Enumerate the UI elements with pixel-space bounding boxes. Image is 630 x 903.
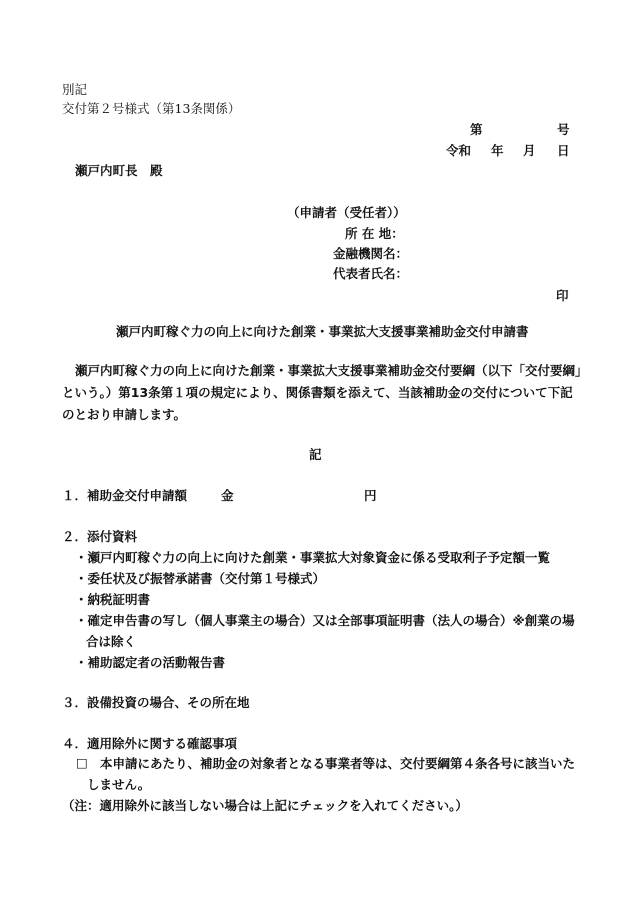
attachment-item: ・納税証明書: [75, 592, 151, 607]
seal-mark: 印: [556, 288, 569, 303]
betsuki-label: 別記: [62, 82, 88, 97]
document-title: 瀬戸内町稼ぐ力の向上に向けた創業・事業拡大支援事業補助金交付申請書: [116, 324, 529, 339]
check-statement-line-2: しません。: [87, 777, 151, 792]
date-day: 日: [557, 143, 570, 158]
exclusion-checkbox[interactable]: □: [76, 755, 88, 770]
intro-line-3: のとおり申請します。: [62, 407, 187, 422]
item2-label: ２．添付資料: [62, 529, 138, 544]
item1-yen: 円: [364, 488, 377, 503]
attachment-item: ・確定申告書の写し（個人事業主の場合）又は全部事項証明書（法人の場合）※創業の場: [75, 613, 575, 628]
representative-label: 代表者氏名：: [333, 266, 409, 281]
item1-label: １．補助金交付申請額: [62, 488, 188, 503]
check-note: （注：適用除外に該当しない場合は上記にチェックを入れてください。）: [62, 798, 468, 813]
item1-kin: 金: [221, 488, 234, 503]
item4-label: ４．適用除外に関する確認事項: [62, 736, 238, 751]
attachment-item: ・補助認定者の活動報告書: [75, 655, 226, 670]
attachment-item: ・委任状及び振替承諾書（交付第１号様式）: [75, 571, 326, 586]
number-dai: 第: [470, 122, 483, 137]
date-reiwa: 令和: [446, 143, 472, 158]
item3-label: ３．設備投資の場合、その所在地: [62, 695, 250, 710]
attachment-item-continuation: 合は除く: [86, 634, 137, 649]
ki-label: 記: [309, 447, 322, 462]
check-statement-line-1: 本申請にあたり、補助金の対象者となる事業者等は、交付要綱第４条各号に該当いた: [100, 756, 576, 771]
intro-line-2: という。）第13条第１項の規定により、関係書類を添えて、当該補助金の交付について下記: [62, 385, 573, 400]
form-number-label: 交付第２号様式（第13条関係）: [62, 101, 241, 116]
date-month: 月: [523, 143, 536, 158]
applicant-title: （申請者（受任者））: [287, 205, 406, 220]
address-label: 所 在 地：: [345, 226, 404, 241]
addressee: 瀬戸内町長 殿: [75, 163, 163, 178]
bank-name-label: 金融機関名：: [333, 246, 409, 261]
intro-line-1: 瀬戸内町稼ぐ力の向上に向けた創業・事業拡大支援事業補助金交付要綱（以下「交付要綱」: [75, 363, 588, 378]
number-go: 号: [557, 122, 570, 137]
attachment-item: ・瀬戸内町稼ぐ力の向上に向けた創業・事業拡大対象資金に係る受取利子予定額一覧: [75, 550, 551, 565]
date-year: 年: [491, 143, 504, 158]
